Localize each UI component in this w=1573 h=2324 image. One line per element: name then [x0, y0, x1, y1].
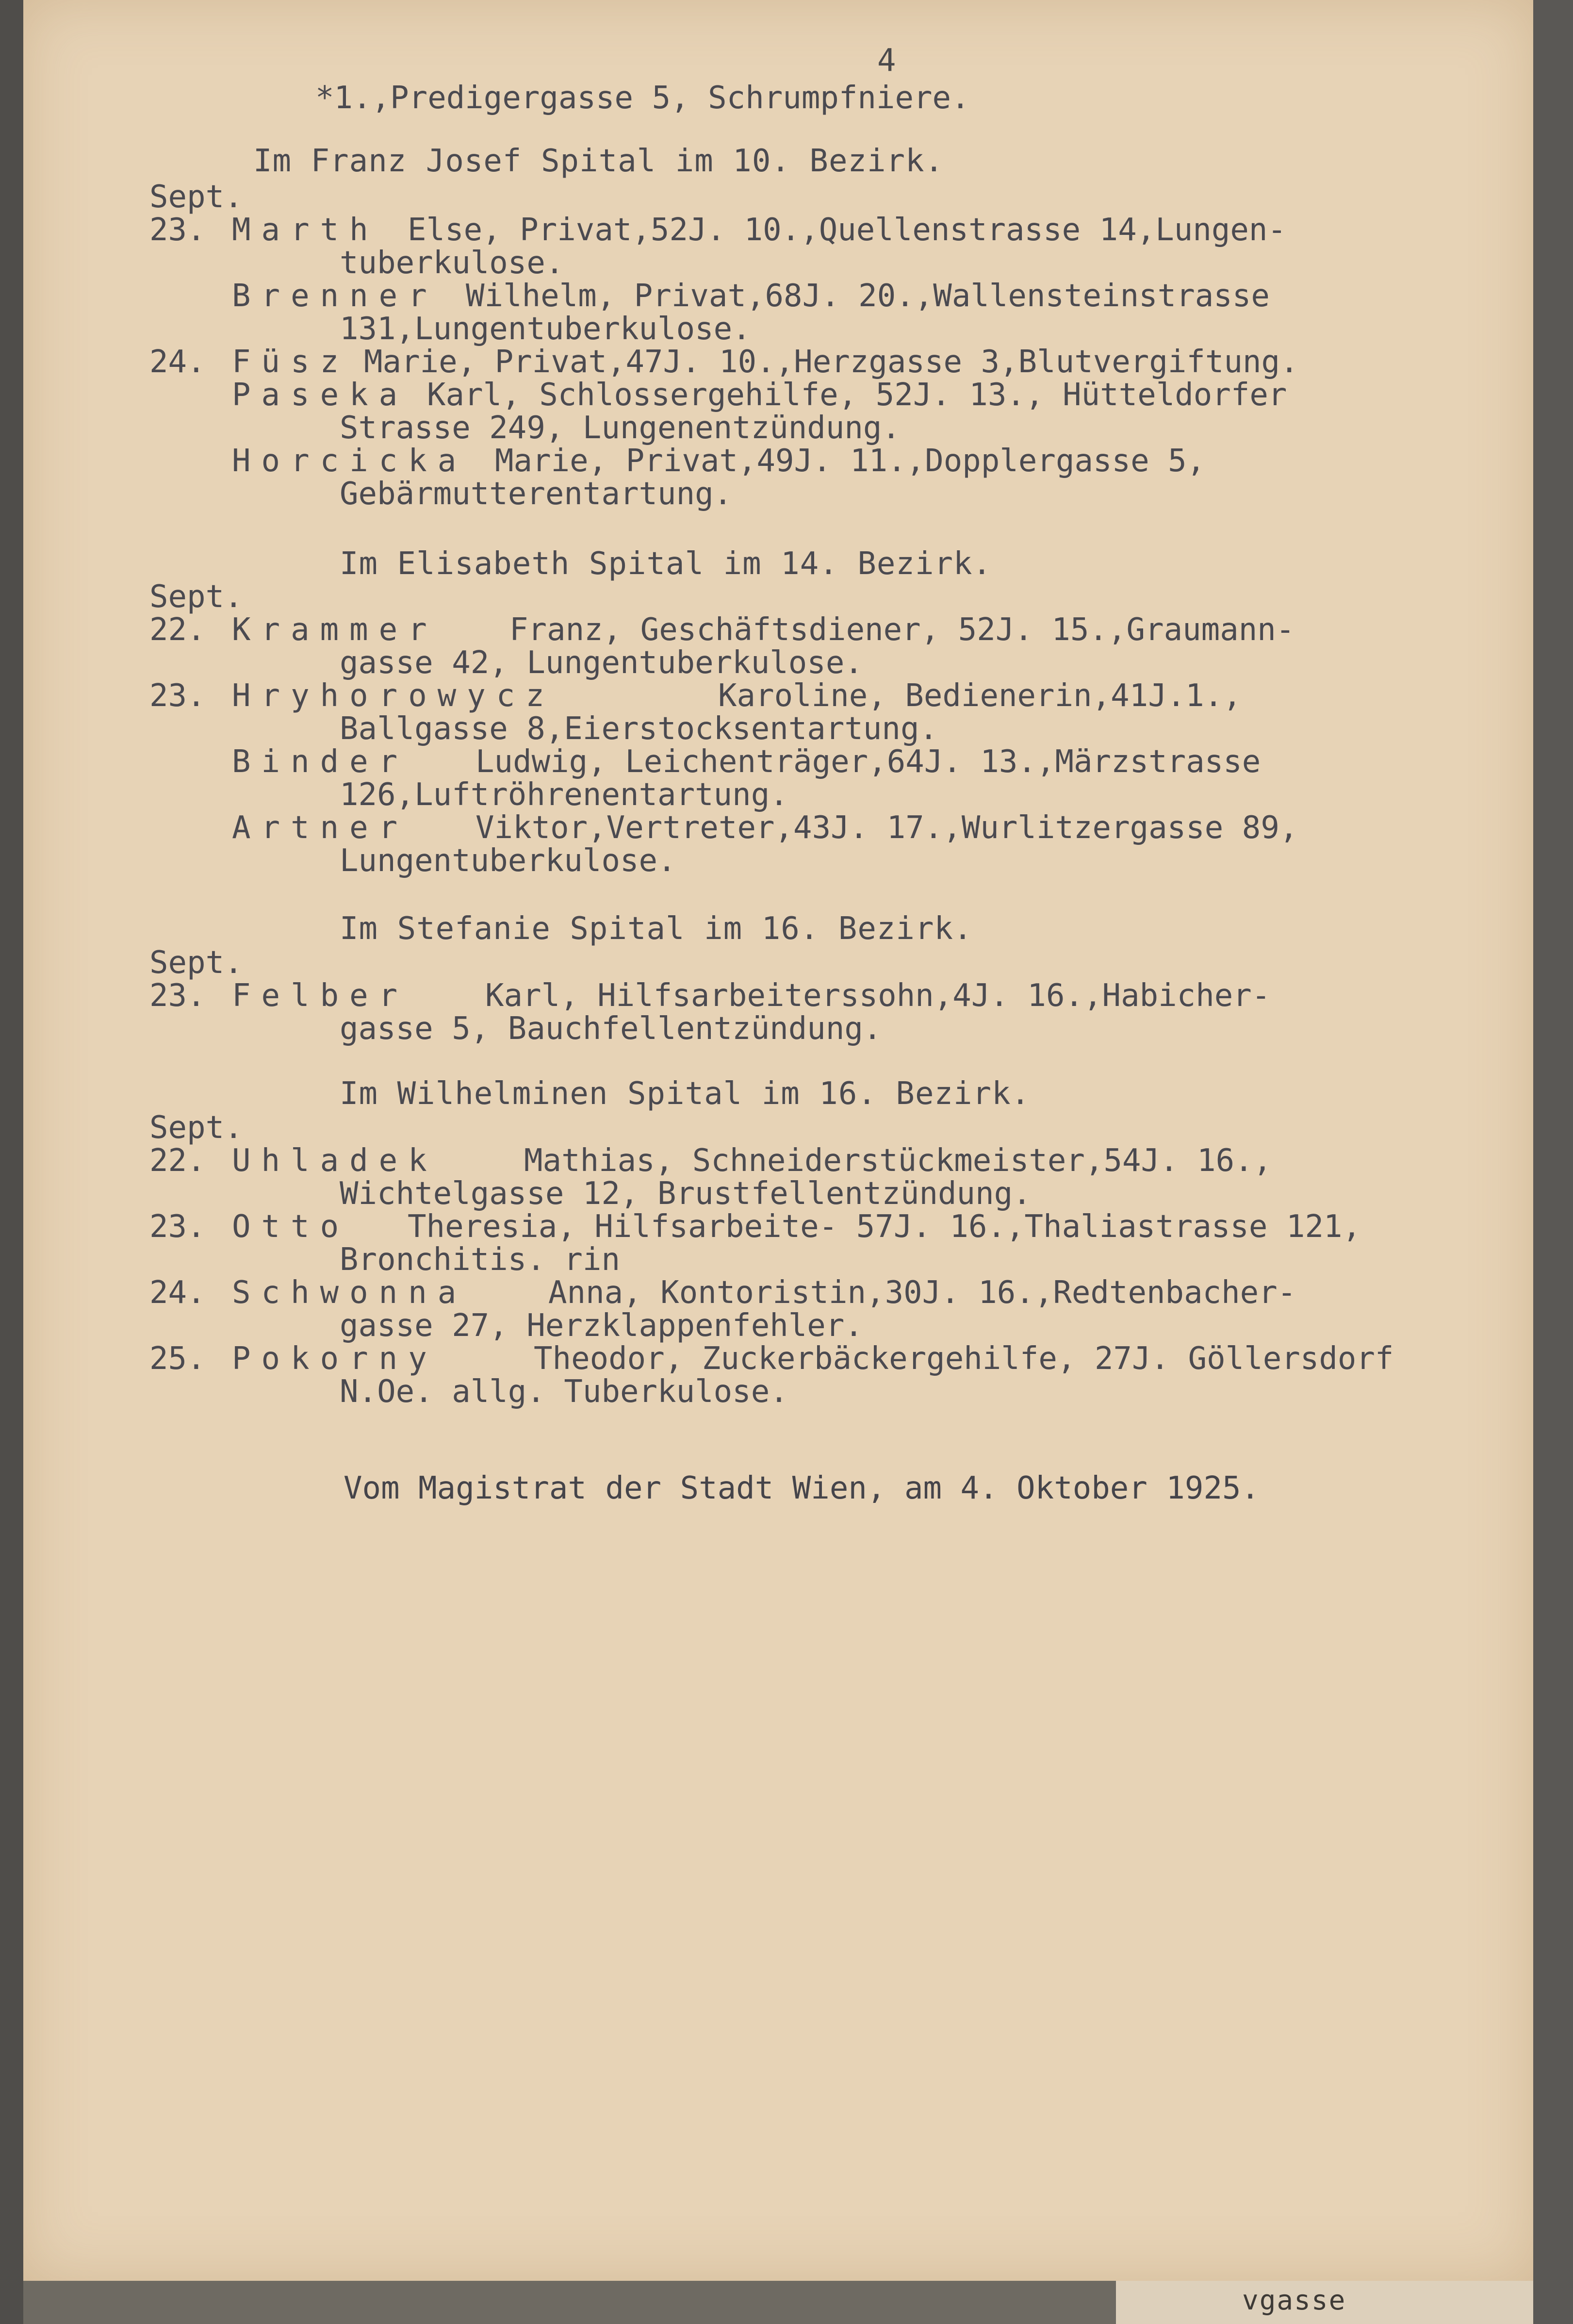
right-page-edge — [1533, 0, 1573, 2324]
entry-day: 25. — [149, 1341, 206, 1377]
entry-continuation: N.Oe. allg. Tuberkulose. — [340, 1374, 788, 1410]
continuation-line: *1.,Predigergasse 5, Schrumpfniere. — [315, 80, 970, 116]
entry-details: Wilhelm, Privat,68J. 20.,Wallensteinstrasse — [466, 278, 1270, 314]
entry-surname: Binder — [232, 744, 409, 780]
entry-surname: Uhladek — [232, 1143, 438, 1179]
entry-day: 22. — [149, 1143, 206, 1179]
entry-continuation: tuberkulose. — [340, 245, 564, 281]
entry-continuation: Strasse 249, Lungenentzündung. — [340, 410, 901, 446]
entry-surname: Brenner — [232, 278, 438, 314]
closing-signature-line: Vom Magistrat der Stadt Wien, am 4. Oktober 1925. — [344, 1470, 1260, 1506]
binding-edge — [0, 0, 23, 2324]
entry-continuation: 126,Luftröhrenentartung. — [340, 777, 788, 813]
entry-continuation: gasse 42, Lungentuberkulose. — [340, 645, 863, 681]
month-label: Sept. — [149, 579, 243, 615]
entry-day: 23. — [149, 678, 206, 714]
entry-continuation: Bronchitis. rin — [340, 1242, 620, 1278]
document-page — [23, 0, 1533, 2281]
entry-continuation: Gebärmutterentartung. — [340, 476, 733, 512]
entry-continuation: gasse 27, Herzklappenfehler. — [340, 1308, 863, 1344]
month-label: Sept. — [149, 1110, 243, 1146]
entry-surname: Füsz — [232, 344, 350, 380]
page-number: 4 — [877, 43, 896, 79]
entry-continuation: Lungentuberkulose. — [340, 843, 676, 879]
entry-day: 23. — [149, 1209, 206, 1245]
month-label: Sept. — [149, 945, 243, 981]
entry-details: Viktor,Vertreter,43J. 17.,Wurlitzergasse 89, — [475, 810, 1298, 846]
entry-surname: Hryhorowycz — [232, 678, 555, 714]
entry-details: Theodor, Zuckerbäckergehilfe, 27J. Göllersdorf — [534, 1341, 1394, 1377]
entry-day: 24. — [149, 344, 206, 380]
section-heading-elisabeth: Im Elisabeth Spital im 14. Bezirk. — [340, 546, 992, 582]
entry-surname: Felber — [232, 978, 409, 1014]
entry-day: 24. — [149, 1275, 206, 1311]
entry-surname: Krammer — [232, 612, 438, 648]
entry-details: Mathias, Schneiderstückmeister,54J. 16., — [524, 1143, 1272, 1179]
entry-continuation: 131,Lungentuberkulose. — [340, 311, 751, 347]
entry-continuation: gasse 5, Bauchfellentzündung. — [340, 1011, 882, 1047]
section-heading-franz-josef: Im Franz Josef Spital im 10. Bezirk. — [253, 143, 944, 179]
entry-details: Karl, Schlossergehilfe, 52J. 13., Hütteldorfer — [427, 377, 1287, 413]
entry-surname: Horcicka — [232, 443, 467, 479]
entry-details: Else, Privat,52J. 10.,Quellenstrasse 14,Lungen- — [408, 212, 1286, 248]
entry-day: 22. — [149, 612, 206, 648]
entry-details: Theresia, Hilfsarbeite- 57J. 16.,Thaliastrasse 121, — [408, 1209, 1361, 1245]
entry-details: Karl, Hilfsarbeiterssohn,4J. 16.,Habicher- — [485, 978, 1271, 1014]
entry-surname: Marth — [232, 212, 379, 248]
entry-day: 23. — [149, 212, 206, 248]
entry-details: Marie, Privat,47J. 10.,Herzgasse 3,Blutvergiftung. — [364, 344, 1299, 380]
entry-surname: Artner — [232, 810, 409, 846]
section-heading-wilhelminen: Im Wilhelminen Spital im 16. Bezirk. — [340, 1076, 1031, 1112]
entry-surname: Otto — [232, 1209, 350, 1245]
entry-surname: Pokorny — [232, 1341, 438, 1377]
entry-surname: Paseka — [232, 377, 409, 413]
entry-details: Franz, Geschäftsdiener, 52J. 15.,Graumann- — [509, 612, 1295, 648]
entry-continuation: Ballgasse 8,Eierstocksentartung. — [340, 711, 938, 747]
entry-surname: Schwonna — [232, 1275, 467, 1311]
entry-day: 23. — [149, 978, 206, 1014]
month-label: Sept. — [149, 179, 243, 215]
entry-details: Marie, Privat,49J. 11.,Dopplergasse 5, — [495, 443, 1206, 479]
entry-details: Karoline, Bedienerin,41J.1., — [718, 678, 1242, 714]
entry-details: Ludwig, Leichenträger,64J. 13.,Märzstrasse — [475, 744, 1261, 780]
entry-continuation: Wichtelgasse 12, Brustfellentzündung. — [340, 1176, 1032, 1212]
entry-details: Anna, Kontoristin,30J. 16.,Redtenbacher- — [548, 1275, 1296, 1311]
underlying-sheet-fragment: vgasse — [1242, 2285, 1346, 2316]
section-heading-stefanie: Im Stefanie Spital im 16. Bezirk. — [340, 911, 973, 947]
